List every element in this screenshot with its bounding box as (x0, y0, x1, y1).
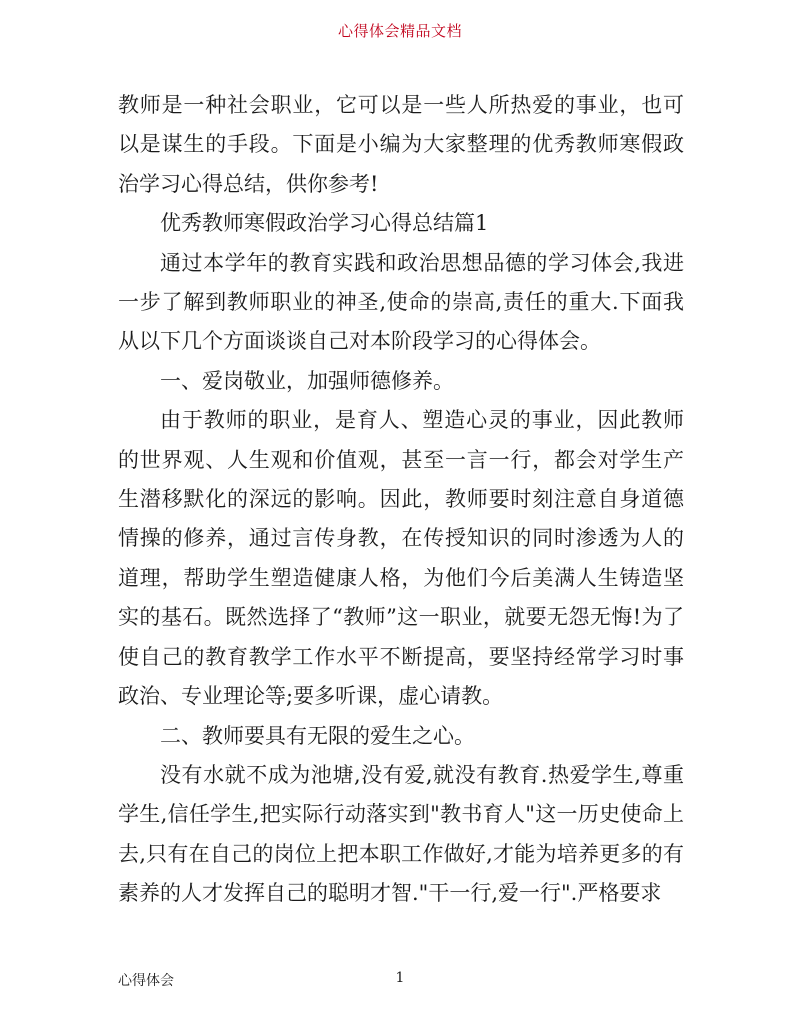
body-paragraph: 由于教师的职业，是育人、塑造心灵的事业，因此教师的世界观、人生观和价值观，甚至一言一行，都会对学生产生潜移默化的深远的影响。因此，教师要时刻注意自身道德情操的修养，通过言传身教，在传授知识的同时渗透为人的道理，帮助学生塑造健康人格，为他们今后美满人生铸造坚实的基石。既然选择了“教师”这一职业，就要无怨无悔!为了使自己的教育教学工作水平不断提高，要坚持经常学习时事政治、专业理论等;要多听课，虚心请教。 (118, 408, 684, 709)
body-paragraph: 通过本学年的教育实践和政治思想品德的学习体会,我进一步了解到教师职业的神圣,使命的崇高,责任的重大.下面我从以下几个方面谈谈自己对本阶段学习的心得体会。 (118, 250, 684, 354)
body-paragraph: 没有水就不成为池塘,没有爱,就没有教育.热爱学生,尊重学生,信任学生,把实际行动落实到"教书育人"这一历史使命上去,只有在自己的岗位上把本职工作做好,才能为培养更多的有素养的人才发挥自己的聪明才智."干一行,爱一行".严格要求 (118, 762, 684, 906)
intro-paragraph: 教师是一种社会职业，它可以是一些人所热爱的事业，也可以是谋生的手段。下面是小编为大家整理的优秀教师寒假政治学习心得总结，供你参考! (118, 93, 684, 196)
footer-label: 心得体会 (118, 973, 174, 989)
subheading-1: 一、爱岗敬业，加强师德修养。 (160, 368, 454, 393)
subheading-2: 二、教师要具有无限的爱生之心。 (160, 723, 475, 748)
section-title: 优秀教师寒假政治学习心得总结篇1 (160, 211, 489, 236)
page-header-title: 心得体会精品文档 (337, 22, 462, 40)
page-number: 1 (395, 970, 405, 986)
document-body (118, 86, 684, 914)
